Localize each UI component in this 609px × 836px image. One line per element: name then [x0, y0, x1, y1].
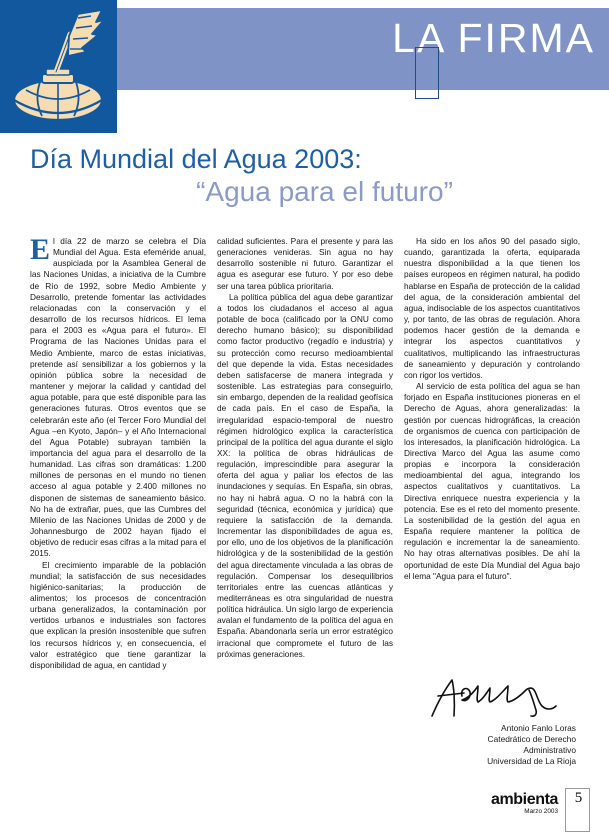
- paragraph: [30, 233, 206, 560]
- paragraph: El crecimiento imparable de la población mundial; la satisfacción de sus necesidades higiénico-sanitarias; la producción de alimentos; los procesos de concentración urbana generalizados, la contaminación por vertidos urbanos e industriales son factores que explican la presión insostenible que sufren los recursos hídricos y, en consecuencia, el valor estratégico que tiene garantizar la disponibilidad de agua, en cantidad y: [30, 559, 206, 670]
- section-title: LA FIRMA: [392, 15, 595, 61]
- article-column-1: [30, 233, 206, 671]
- brand-name: ambienta: [490, 791, 558, 808]
- drop-cap: E: [30, 233, 51, 266]
- article-title-line1: Día Mundial del Agua 2003:: [30, 144, 362, 174]
- letter-highlight-box: [415, 47, 439, 99]
- author-name: Antonio Fanlo Loras: [501, 723, 576, 733]
- author-info: [400, 723, 580, 767]
- article-title-line2: “Agua para el futuro”: [196, 176, 453, 208]
- paragraph: Al servicio de esta política del agua se han forjado en España instituciones pioneras en el Derecho de Aguas, ahora generalizadas: la gestión por cuencas hidrográficas, la creación de organismos de cuenca con participación de los interesados, la planificación hidrológica. La Directiva Marco del Agua las asume como propias e incorpora la consideración medioambiental del agua, integrando los aspectos cualitativos y cuantitativos. La Directiva enriquece nuestra experiencia y la potencia. Ese es el reto del momento presente. La sostenibilidad de la gestión del agua en España requiere mantener la política de regulación e incrementar la de saneamiento. No hay otras alternativas posibles. De ahí la oportunidad de este Día Mundial del Agua bajo el lema "Agua para el futuro".: [404, 381, 580, 581]
- article-body: [30, 233, 580, 671]
- paragraph: Ha sido en los años 90 del pasado siglo, cuando, garantizada la oferta, equiparada nuestra disponibilidad a la que tienen los países europeos en régimen natural, ha podido hablarse en España de protección de la calidad del agua, de la consideración ambiental del agua, indisociable de los aspectos cuantitativos y, por tanto, de las obras de regulación. Ahora podemos hacer gestión de la demanda e integrar los aspectos cuantitativos y cualitativos, multiplicando las infraestructuras de saneamiento y depuración y controlando con rigor los vertidos.: [404, 236, 580, 380]
- author-role-line2: Administrativo: [523, 744, 576, 755]
- paragraph: calidad suficientes. Para el presente y para las generaciones venideras. Sin agua no hay desarrollo sostenible ni futuro. Garantizar el agua es asegurar ese futuro. Y por eso debe ser una tarea pública prioritaria.: [217, 236, 393, 291]
- page-header: [0, 0, 609, 140]
- page-number-box: [565, 788, 590, 832]
- author-role-line1: Catedrático de Derecho: [487, 733, 576, 744]
- page-number: 5: [574, 790, 583, 806]
- issue-date: Marzo 2003: [524, 808, 558, 815]
- author-affiliation: Universidad de La Rioja: [487, 755, 576, 766]
- paragraph: La política pública del agua debe garantizar a todos los ciudadanos el acceso al agua potable de boca (calificado por la ONU como derecho humano básico); su disponibilidad como factor productivo (regadío e industria) y su protección como recurso medioambiental del que depende la vida. Estas necesidades deben satisfacerse de manera integrada y sostenible. Las estrategias para conseguirlo, sin embargo, dependen de la realidad geofísica de cada país. En el caso de España, la irregularidad espacio-temporal de nuestro régimen hidrológico explica la característica principal de la política del agua durante el siglo XX: la política de obras hidráulicas de regulación, imprescindible para asegurar la oferta del agua y paliar los efectos de las inundaciones y sequías. En España, sin obras, no hay ni habrá agua. O no la habrá con la seguridad (técnica, económica y jurídica) que requiere la satisfacción de la demanda. Incrementar las disponibilidades de agua es, por ello, uno de los objetivos de la planificación hidrológica y de la sostenibilidad de la gestión del agua directamente vinculada a las obras de regulación. Compensar los desequilibrios territoriales entre las cuencas atlánticas y mediterráneas es otra singularidad de nuestra política hidráulica. Un siglo largo de experiencia avalan el fundamento de la política del agua en España. Abandonarla sería un error estratégico irracional que compromete el futuro de las próximas generaciones.: [217, 291, 393, 659]
- article-column-3: [404, 236, 580, 671]
- page-footer: [460, 792, 590, 836]
- article-title: [30, 144, 579, 208]
- handwritten-signature-icon: [424, 676, 574, 722]
- signature-block: [400, 676, 580, 767]
- magazine-brand: [491, 792, 558, 815]
- article-column-2: [217, 236, 393, 671]
- paragraph-text: l día 22 de marzo se celebra el Día Mundial del Agua. Esta efeméride anual, auspiciada por la Asamblea General de las Naciones Unidas, a iniciativa de la Cumbre de Río de 1992, sobre Medio Ambiente y Desarrollo, pretende fomentar las actividades relacionadas con la conservación y el desarrollo de los recursos hídricos. El lema para el 2003 es «Agua para el futuro». El Programa de las Naciones Unidas para el Medio Ambiente, marco de estas iniciativas, pretende así sensibilizar a los gobiernos y la opinión pública sobre la necesidad de mantener y mejorar la calidad y cantidad del agua potable, para que esté disponible para las generaciones futuras. Otros eventos que se celebrarán este año (el Tercer Foro Mundial del Agua –en Kyoto, Japón– y el Año Internacional del Agua Potable) subrayan también la importancia del agua para el desarrollo de la humanidad. Las cifras son dramáticas: 1.200 millones de personas en el mundo no tienen acceso al agua potable y 2.400 millones no disponen de sistemas de saneamiento básico. No ha de extrañar, pues, que las Cumbres del Milenio de las Naciones Unidas de 2000 y de Johannesburgo de 2002 hayan fijado el objetivo de reducir esas cifras a la mitad para el 2015.: [30, 236, 206, 559]
